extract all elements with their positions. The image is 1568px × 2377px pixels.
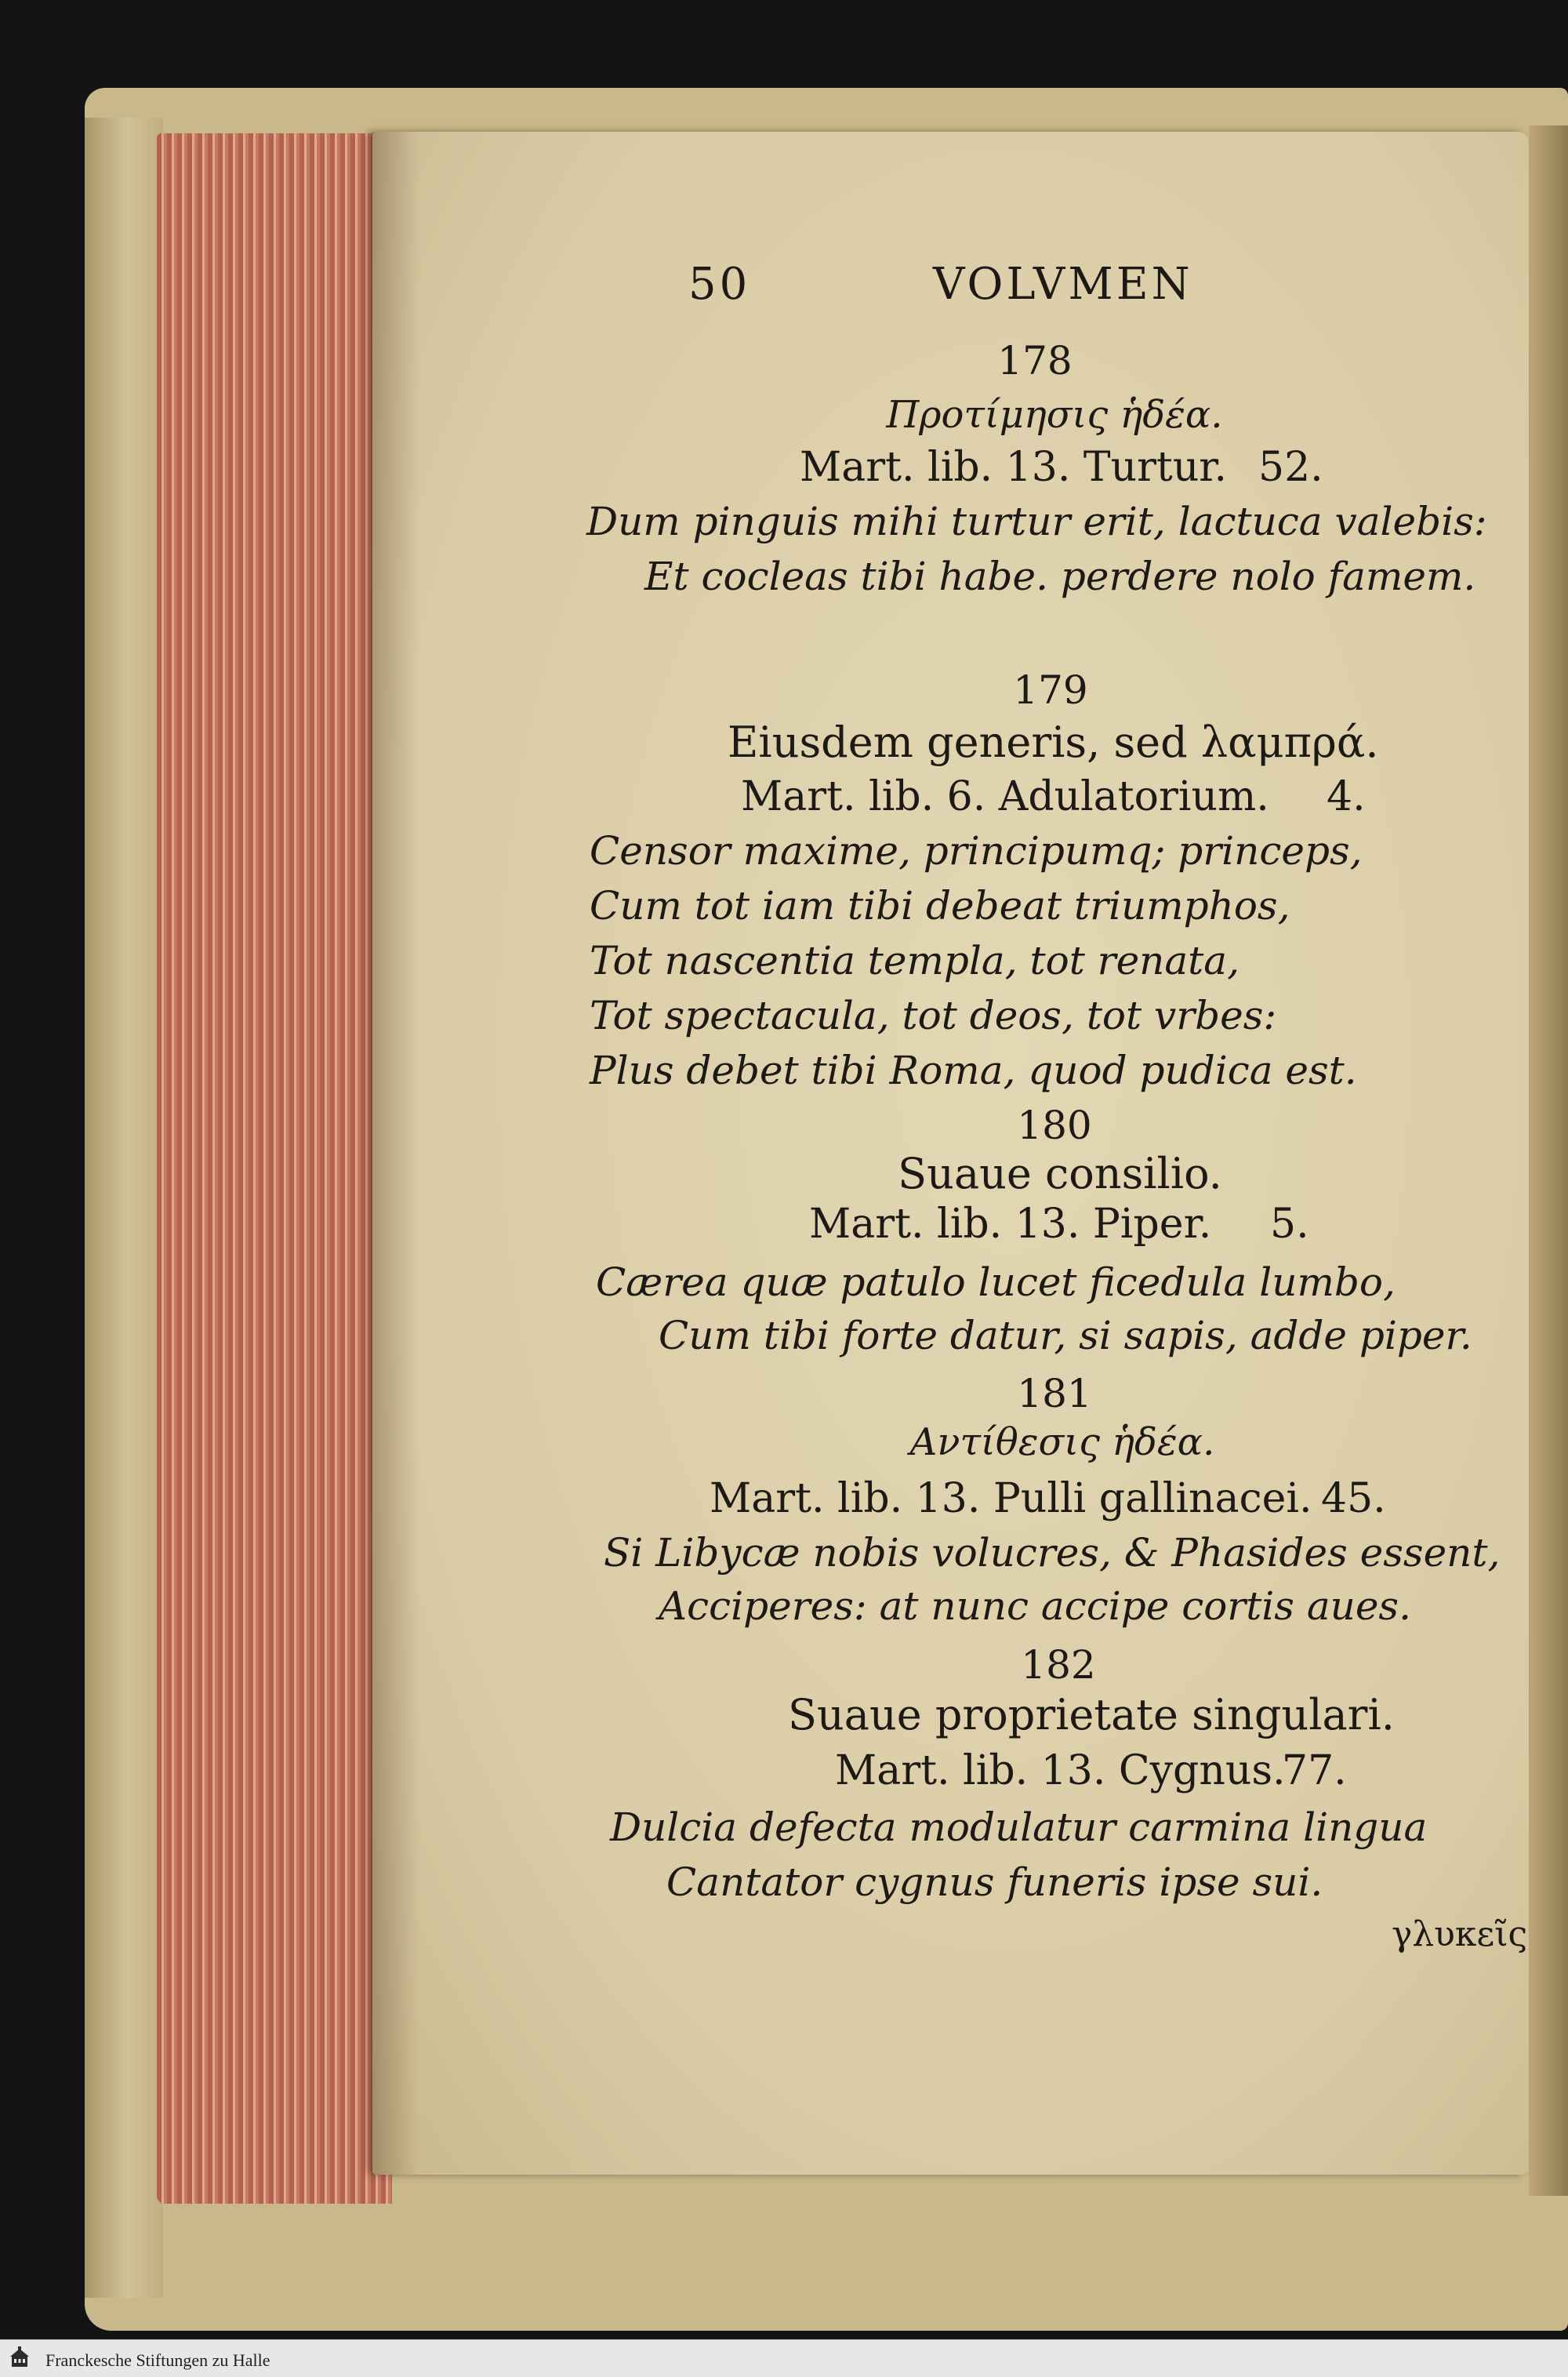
footer-institution-text: Franckesche Stiftungen zu Halle (45, 2350, 270, 2370)
verse-line: Tot spectacula, tot deos, tot vrbes: (590, 993, 1277, 1038)
running-title: VOLVMEN (933, 259, 1193, 310)
entry-ref-number: 5. (1270, 1201, 1309, 1248)
entry-ref-number: 77. (1282, 1747, 1347, 1794)
verse-line: Plus debet tibi Roma, quod pudica est. (590, 1048, 1357, 1093)
entry-reference: Mart. lib. 6. Adulatorium. (741, 773, 1269, 820)
verse-line: Et cocleas tibi habe. perdere nolo famem. (644, 554, 1476, 599)
entry-number: 178 (997, 338, 1073, 383)
binding-right-edge (1529, 125, 1568, 2196)
page-edges (157, 133, 392, 2204)
entry-title: Suaue proprietate singulari. (788, 1690, 1395, 1739)
entry-title: Αντίθεσις ἡδέα. (909, 1420, 1215, 1464)
verse-line: Acciperes: at nunc accipe cortis aues. (659, 1583, 1411, 1629)
entry-reference: Mart. lib. 13. Cygnus. (835, 1747, 1286, 1794)
entry-number: 180 (1017, 1103, 1092, 1148)
book-spine (85, 118, 163, 2298)
verse-line: Dulcia defecta modulatur carmina lingua (610, 1805, 1428, 1850)
verse-line: Censor maxime, principumq; princeps, (590, 828, 1363, 874)
entry-ref-number: 45. (1321, 1475, 1386, 1522)
footer-bar (0, 2339, 1568, 2377)
verse-line: Dum pinguis mihi turtur erit, lactuca valebis: (586, 499, 1487, 544)
entry-number: 179 (1013, 667, 1088, 713)
entry-reference: Mart. lib. 13. Pulli gallinacei. (710, 1475, 1312, 1522)
page-number: 50 (688, 259, 751, 310)
verse-line: Cantator cygnus funeris ipse sui. (666, 1859, 1323, 1905)
entry-title: Eiusdem generis, sed λαμπρά. (728, 718, 1379, 767)
gutter-shadow (372, 132, 419, 2175)
institution-logo-icon (9, 2346, 30, 2370)
verse-line: Si Libycæ nobis volucres, & Phasides essent, (604, 1530, 1501, 1576)
verse-line: Cum tibi forte datur, si sapis, adde piper. (659, 1313, 1472, 1358)
entry-title: Suaue consilio. (898, 1149, 1222, 1198)
entry-reference: Mart. lib. 13. Piper. (809, 1201, 1212, 1248)
entry-ref-number: 4. (1327, 773, 1366, 820)
verse-line: Cærea quæ patulo lucet ficedula lumbo, (596, 1259, 1396, 1305)
entry-ref-number: 52. (1258, 444, 1323, 491)
catchword: γλυκεῖς (1392, 1914, 1528, 1954)
verse-line: Cum tot iam tibi debeat triumphos, (590, 883, 1290, 929)
entry-number: 182 (1021, 1642, 1096, 1688)
entry-reference: Mart. lib. 13. Turtur. (800, 444, 1227, 491)
verse-line: Tot nascentia templa, tot renata, (590, 938, 1240, 983)
entry-number: 181 (1017, 1371, 1092, 1416)
entry-title: Προτίμησις ἡδέα. (886, 393, 1223, 437)
